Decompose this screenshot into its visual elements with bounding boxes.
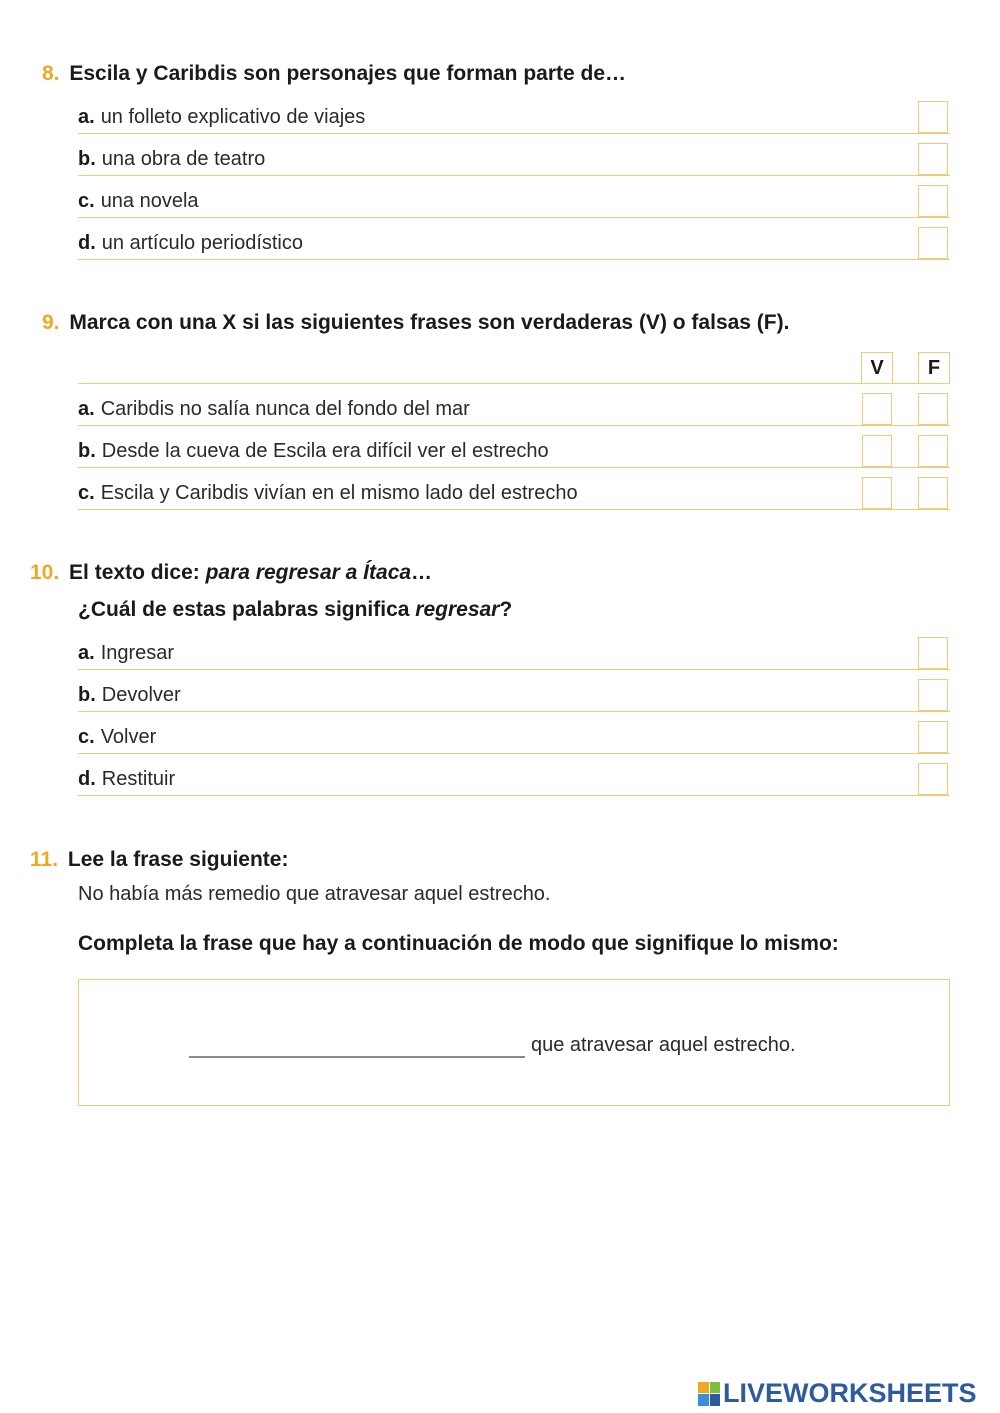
q9-statement-b (78, 426, 950, 468)
answer-box (78, 979, 950, 1106)
q8-checkbox-a[interactable] (918, 101, 948, 133)
option-letter: c. (78, 726, 95, 748)
option-letter: a. (78, 642, 95, 664)
q8-option-a (78, 92, 950, 134)
question-8-title (42, 61, 626, 87)
option-text: Caribdis no salía nunca del fondo del mar (100, 398, 470, 420)
option-letter: a. (78, 106, 95, 128)
q10-checkbox-d[interactable] (918, 763, 948, 795)
option-letter: d. (78, 768, 96, 790)
option-text: una novela (100, 190, 199, 212)
completion-text: que atravesar aquel estrecho. (531, 1034, 796, 1056)
q10-option-a (78, 628, 950, 670)
q8-checkbox-c[interactable] (918, 185, 948, 217)
option-text: una obra de teatro (101, 148, 266, 170)
logo-mark-icon (698, 1382, 720, 1406)
question-10-suffix: … (411, 561, 433, 584)
option-text: Devolver (101, 684, 181, 706)
option-text: Desde la cueva de Escila era difícil ver el estrecho (101, 440, 549, 462)
option-text: un artículo periodístico (101, 232, 304, 254)
q9-false-box-a[interactable] (918, 393, 948, 425)
false-column-header: F (918, 352, 950, 384)
q9-statement-a (78, 384, 950, 426)
question-8-number: 8. (42, 62, 60, 85)
option-text: Volver (100, 726, 157, 748)
option-letter: b. (78, 148, 96, 170)
option-letter: a. (78, 398, 95, 420)
option-text: Ingresar (100, 642, 175, 664)
q10-option-c (78, 712, 950, 754)
question-9-number: 9. (42, 311, 60, 334)
option-letter: b. (78, 684, 96, 706)
source-sentence: No había más remedio que atravesar aquel estrecho. (78, 883, 551, 905)
liveworksheets-logo (698, 1378, 977, 1409)
q9-true-box-a[interactable] (862, 393, 892, 425)
question-11-title (30, 847, 288, 873)
q9-false-box-c[interactable] (918, 477, 948, 509)
question-10-subtitle (78, 597, 512, 623)
question-9-text: Marca con una X si las siguientes frases son verdaderas (V) o falsas (F). (69, 311, 790, 334)
q9-true-box-b[interactable] (862, 435, 892, 467)
q8-option-d (78, 218, 950, 260)
question-10-title (30, 560, 432, 586)
completion-instruction: Completa la frase que hay a continuación de modo que signifique lo mismo: (78, 932, 839, 955)
true-column-header: V (861, 352, 893, 384)
option-letter: c. (78, 482, 95, 504)
option-letter: b. (78, 440, 96, 462)
question-10-italic: para regresar a Ítaca (205, 561, 412, 584)
q8-checkbox-d[interactable] (918, 227, 948, 259)
q8-option-b (78, 134, 950, 176)
q8-checkbox-b[interactable] (918, 143, 948, 175)
option-text: un folleto explicativo de viajes (100, 106, 366, 128)
question-10-sub-suffix: ? (499, 598, 513, 621)
question-10-number: 10. (30, 561, 60, 584)
question-11-number: 11. (30, 848, 59, 871)
question-10-sub-prefix: ¿Cuál de estas palabras significa (78, 598, 416, 621)
q10-option-b (78, 670, 950, 712)
question-10-prefix: El texto dice: (69, 561, 206, 584)
q10-checkbox-c[interactable] (918, 721, 948, 753)
option-letter: c. (78, 190, 95, 212)
q8-option-c (78, 176, 950, 218)
q9-false-box-b[interactable] (918, 435, 948, 467)
option-text: Escila y Caribdis vivían en el mismo lado del estrecho (100, 482, 578, 504)
option-letter: d. (78, 232, 96, 254)
option-text: Restituir (101, 768, 176, 790)
logo-text: LIVEWORKSHEETS (723, 1378, 977, 1408)
q10-checkbox-a[interactable] (918, 637, 948, 669)
q9-true-box-c[interactable] (862, 477, 892, 509)
question-11-text: Lee la frase siguiente: (67, 848, 289, 871)
q10-option-d (78, 754, 950, 796)
question-10-sub-italic: regresar (415, 598, 500, 621)
answer-blank-input[interactable] (189, 1056, 525, 1058)
q9-statement-c (78, 468, 950, 510)
question-8-text: Escila y Caribdis son personajes que forman parte de… (69, 62, 627, 85)
q10-checkbox-b[interactable] (918, 679, 948, 711)
question-9-title (42, 310, 789, 336)
